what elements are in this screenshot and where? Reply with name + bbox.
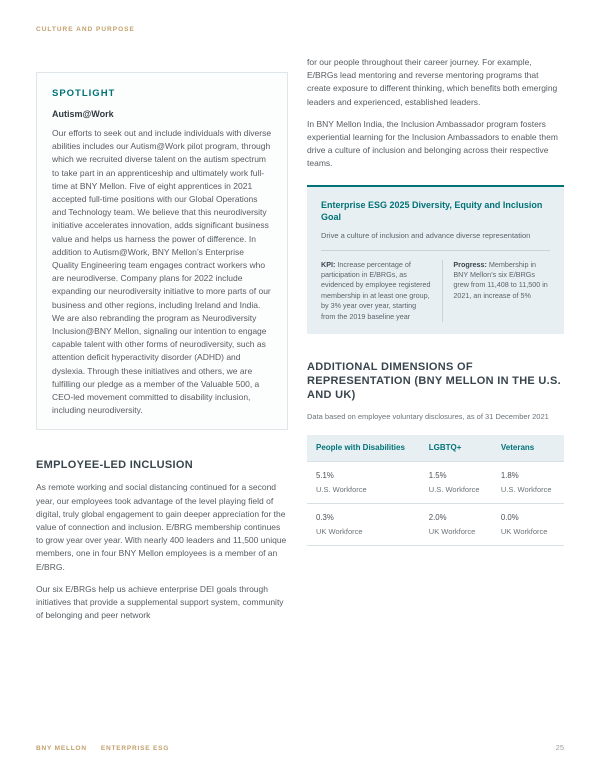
table-row-uk <box>307 504 564 546</box>
stat-value: 1.8% <box>500 471 519 481</box>
right-column <box>307 56 564 546</box>
kpi-cell <box>321 260 442 322</box>
table-header-veterans: Veterans <box>492 435 564 462</box>
continuation-paragraph-2: In BNY Mellon India, the Inclusion Ambassador program fosters experiential learning for the Inclusion Ambassadors to enable them drive a culture of inclusion and belonging across their respective teams. <box>307 118 558 169</box>
spotlight-title: Autism@Work <box>52 109 114 119</box>
progress-text: Membership in BNY Mellon’s six E/BRGs grew from 11,408 to 11,500 in 2021, an increase of 5% <box>453 259 548 300</box>
kpi-label: KPI: <box>321 259 336 269</box>
stat-label: U.S. Workforce <box>500 485 552 495</box>
employee-led-paragraph-1: As remote working and social distancing continued for a second year, our employees took advantage of the level playing field of digital, truly global engagement to gain deeper appreciation for the value of connection and inclusion. E/BRG membership continues to grow year over year. With nearly 400 leaders and 11,500 unique members, one in four BNY Mellon employees is a member of an E/BRG. <box>36 482 287 572</box>
stat-value: 5.1% <box>316 471 334 481</box>
continuation-paragraph-1: for our people throughout their career journey. For example, E/BRGs lead mentoring and reverse mentoring programs that create exposure to different thinking, which benefits both emerging leaders and experienced, established leaders. <box>307 57 558 107</box>
stat-label: UK Workforce <box>428 527 476 537</box>
table-row-us <box>307 462 564 504</box>
esg-goal-panel <box>307 185 564 334</box>
progress-cell <box>442 260 550 322</box>
footer-document-name: ENTERPRISE ESG <box>100 745 170 752</box>
stat-value: 2.0% <box>428 513 447 523</box>
table-cell <box>420 462 492 504</box>
stat-value: 0.0% <box>500 513 519 523</box>
spotlight-box <box>36 72 288 430</box>
stat-label: UK Workforce <box>500 527 548 537</box>
stat-label: UK Workforce <box>316 527 363 537</box>
employee-led-inclusion-heading: EMPLOYEE-LED INCLUSION <box>36 459 193 472</box>
page-footer <box>36 743 564 752</box>
esg-goal-subtitle: Drive a culture of inclusion and advance diverse representation <box>321 231 550 251</box>
content-columns <box>36 56 564 632</box>
table-header-row <box>307 435 564 462</box>
stat-label: U.S. Workforce <box>428 485 480 495</box>
table-cell <box>492 504 564 546</box>
page-number: 25 <box>555 743 564 752</box>
representation-table <box>307 435 564 547</box>
table-cell <box>307 504 420 546</box>
left-column <box>36 56 288 632</box>
table-cell <box>307 462 420 504</box>
progress-label: Progress: <box>453 259 487 269</box>
stat-value: 0.3% <box>316 513 334 523</box>
data-disclosure-note: Data based on employee voluntary disclosures, as of 31 December 2021 <box>307 412 549 422</box>
employee-led-paragraph-2: Our six E/BRGs help us achieve enterprise DEI goals through initiatives that provide a supplemental support system, community of belonging and peer network <box>36 583 284 621</box>
footer-brand: BNY MELLON <box>36 745 87 752</box>
table-cell <box>492 462 564 504</box>
section-eyebrow: CULTURE AND PURPOSE <box>36 26 135 33</box>
table-cell <box>420 504 492 546</box>
esg-goal-title: Enterprise ESG 2025 Diversity, Equity and Inclusion Goal <box>321 199 543 222</box>
stat-label: U.S. Workforce <box>316 485 367 495</box>
table-header-disabilities: People with Disabilities <box>307 435 420 462</box>
spotlight-label: SPOTLIGHT <box>52 88 116 99</box>
kpi-text: Increase percentage of participation in E/BRGs, as evidenced by employee registered membership in at least one group, by 3% year over year, starting from the 2019 baseline year <box>321 259 431 321</box>
stat-value: 1.5% <box>428 471 447 481</box>
esg-goal-cells <box>321 251 550 322</box>
table-header-lgbtq: LGBTQ+ <box>420 435 492 462</box>
spotlight-body: Our efforts to seek out and include individuals with diverse abilities includes our Autism@Work pilot program, through which we recruited diverse talent on the autism spectrum to take part in an apprenticeship and ultimately work full-time at BNY Mellon. Five of eight apprentices in 2021 accepted full-time positions with our Global Operations and Technology team. We believe that this neurodiversity initiative accelerates innovation, adds significant business value and helps us harness the power of difference. In addition to Autism@Work, BNY Mellon’s Enterprise Quality Engineering team engages contract workers who are neurodiverse. Company plans for 2022 include expanding our neurodiversity initiative to more parts of our business and other regions, including Ireland and India. We are also rebranding the program as Neurodiversity Inclusion@BNY Mellon, signaling our intention to engage capable talent with other forms of neurodiversity, such as attention deficit hyperactivity disorder (ADHD) and dyslexia. Through these initiatives and others, we are fulfilling our pledge as a member of the Valuable 500, a CEO-led movement committed to disability inclusion, including neurodiversity. <box>52 128 272 416</box>
additional-dimensions-heading: ADDITIONAL DIMENSIONS OF REPRESENTATION (BNY MELLON IN THE U.S. AND UK) <box>307 361 562 402</box>
